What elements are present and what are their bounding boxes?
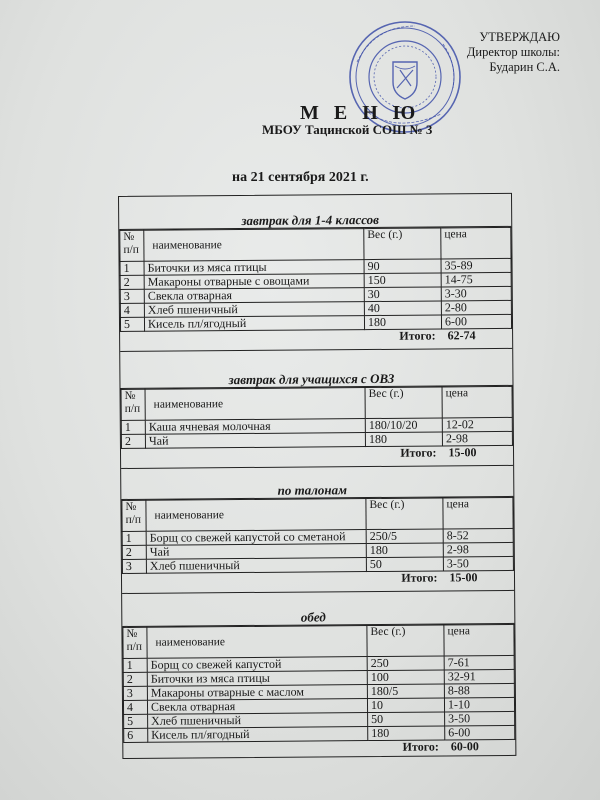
item-weight: 180 [366, 543, 443, 558]
item-price: 6-00 [441, 314, 511, 329]
column-header-name: наименование [144, 229, 364, 262]
item-name: Кисель пл/ягодный [144, 316, 364, 332]
item-name: Чай [146, 544, 366, 560]
item-num: 6 [124, 728, 148, 742]
column-header-price: цена [443, 497, 513, 529]
item-num: 2 [120, 275, 144, 289]
item-price: 8-52 [443, 528, 513, 543]
table-header-row [122, 497, 513, 531]
item-price: 2-98 [443, 542, 513, 557]
item-name: Хлеб пшеничный [144, 302, 364, 318]
total-label: Итого: [399, 328, 436, 343]
item-num: 2 [123, 672, 147, 686]
section-table [121, 497, 514, 589]
column-header-num: № п/п [122, 500, 146, 531]
item-price: 7-61 [444, 655, 514, 670]
school-name: МБОУ Тацинской СОШ № 3 [262, 122, 433, 137]
item-name: Макароны отварные с овощами [144, 274, 364, 290]
column-header-price: цена [442, 386, 512, 418]
item-num: 5 [120, 317, 144, 331]
item-price: 8-88 [444, 683, 514, 698]
item-weight: 180 [364, 315, 441, 330]
total-value: 62-74 [447, 328, 476, 343]
column-header-num: № п/п [123, 627, 147, 658]
table-header-row [123, 624, 514, 658]
table-header-row [120, 227, 511, 261]
total-row [122, 570, 513, 589]
item-num: 1 [120, 261, 144, 275]
section-title: по талонам [121, 482, 513, 500]
item-weight: 250 [367, 656, 444, 671]
item-weight: 90 [364, 259, 441, 274]
section-title: обед [122, 609, 514, 627]
item-price: 1-10 [444, 697, 514, 712]
column-header-weight: Вес (г.) [365, 387, 442, 419]
item-weight: 180/10/20 [365, 418, 442, 433]
item-weight: 50 [366, 557, 443, 572]
section-table [119, 227, 512, 347]
menu-section [121, 466, 514, 594]
section-title: завтрак для 1-4 классов [119, 212, 511, 230]
item-price: 12-02 [442, 417, 512, 432]
item-price: 35-89 [441, 258, 511, 273]
item-num: 5 [124, 714, 148, 728]
approval-block [467, 30, 560, 75]
item-weight: 40 [364, 301, 441, 316]
item-num: 1 [121, 420, 145, 434]
item-name: Свекла отварная [144, 288, 364, 304]
column-header-num: № п/п [121, 389, 145, 420]
table-header-row [121, 386, 512, 420]
item-name: Хлеб пшеничный [146, 558, 366, 574]
item-num: 2 [122, 545, 146, 559]
page-title: М Е Н Ю [300, 102, 421, 124]
column-header-weight: Вес (г.) [367, 625, 444, 657]
item-num: 3 [120, 289, 144, 303]
item-price: 3-50 [443, 556, 513, 571]
section-table [121, 386, 514, 464]
item-weight: 180 [365, 432, 442, 447]
item-name: Биточки из мяса птицы [147, 671, 367, 687]
total-label: Итого: [401, 570, 438, 585]
approval-name: Бударин С.А. [489, 60, 560, 74]
menu-table [118, 193, 516, 759]
item-name: Кисель пл/ягодный [148, 727, 368, 743]
total-row [121, 445, 512, 464]
total-row [121, 328, 512, 347]
item-price: 14-75 [441, 272, 511, 287]
total-value: 15-00 [449, 570, 478, 585]
item-price: 2-80 [441, 300, 511, 315]
item-num: 3 [123, 686, 147, 700]
item-name: Макароны отварные с маслом [147, 685, 367, 701]
item-num: 4 [123, 700, 147, 714]
menu-section [122, 591, 515, 758]
total-row [124, 739, 515, 758]
section-table [122, 624, 515, 758]
item-weight: 150 [364, 273, 441, 288]
item-name: Хлеб пшеничный [148, 713, 368, 729]
column-header-weight: Вес (г.) [364, 228, 441, 260]
item-price: 3-50 [445, 711, 515, 726]
item-weight: 180 [368, 726, 445, 741]
approval-heading: УТВЕРЖДАЮ [479, 30, 560, 44]
item-weight: 30 [364, 287, 441, 302]
total-value: 60-00 [450, 739, 479, 754]
item-num: 4 [120, 303, 144, 317]
item-price: 2-98 [442, 431, 512, 446]
item-weight: 10 [367, 698, 444, 713]
item-name: Свекла отварная [147, 699, 367, 715]
item-name: Борщ со свежей капустой [147, 657, 367, 673]
total-label: Итого: [400, 445, 437, 460]
item-num: 1 [123, 658, 147, 672]
column-header-num: № п/п [120, 230, 144, 261]
column-header-weight: Вес (г.) [366, 498, 443, 530]
item-price: 3-30 [441, 286, 511, 301]
item-price: 32-91 [444, 669, 514, 684]
item-weight: 100 [367, 670, 444, 685]
item-num: 3 [122, 559, 146, 573]
item-weight: 180/5 [367, 684, 444, 699]
item-num: 1 [122, 531, 146, 545]
approval-position: Директор школы: [466, 45, 560, 59]
menu-section [119, 194, 512, 352]
column-header-name: наименование [147, 626, 367, 659]
total-label: Итого: [402, 739, 439, 754]
total-value: 15-00 [448, 445, 477, 460]
column-header-name: наименование [146, 499, 366, 532]
menu-section [120, 349, 513, 469]
item-weight: 250/5 [366, 529, 443, 544]
section-title: завтрак для учащихся с ОВЗ [120, 371, 512, 389]
item-name: Борщ со свежей капустой со сметаной [146, 530, 366, 546]
column-header-name: наименование [145, 388, 365, 421]
menu-date: на 21 сентября 2021 г. [232, 170, 369, 185]
item-weight: 50 [368, 712, 445, 727]
column-header-price: цена [441, 227, 511, 259]
item-name: Биточки из мяса птицы [144, 260, 364, 276]
item-price: 6-00 [445, 725, 515, 740]
item-name: Каша ячневая молочная [145, 419, 365, 435]
item-name: Чай [145, 433, 365, 449]
column-header-price: цена [444, 624, 514, 656]
item-num: 2 [121, 434, 145, 448]
